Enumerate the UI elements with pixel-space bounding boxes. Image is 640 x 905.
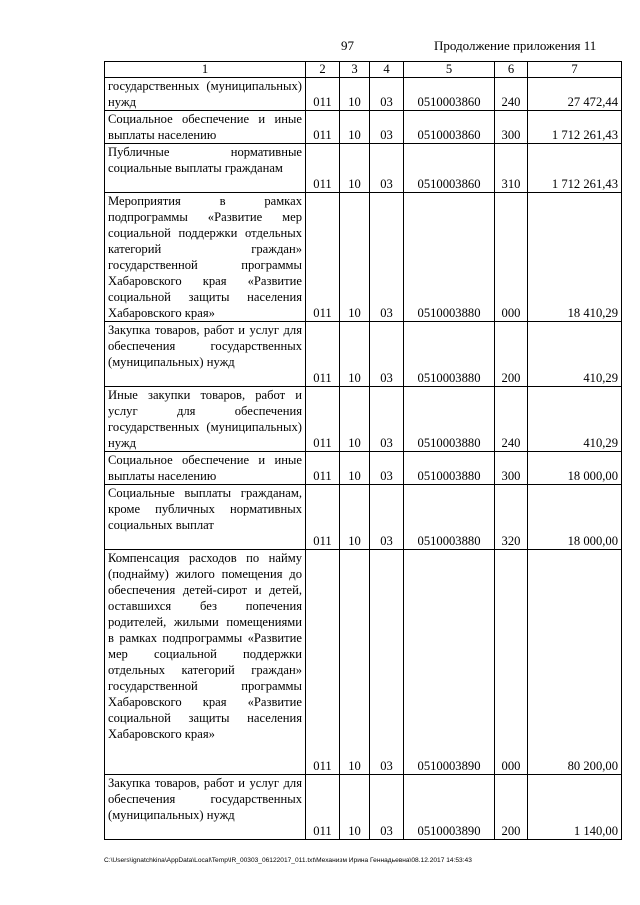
table-row [105, 144, 622, 193]
cell-subsection: 03 [370, 452, 404, 485]
row-name: Закупка товаров, работ и услуг для обеспечения государственных (муниципальных) нужд [105, 322, 306, 387]
cell-section: 10 [340, 452, 370, 485]
cell-target: 0510003880 [404, 387, 495, 452]
cell-type: 240 [495, 387, 528, 452]
cell-code: 011 [306, 322, 340, 387]
cell-subsection: 03 [370, 78, 404, 111]
table-row [105, 78, 622, 111]
cell-amount: 18 000,00 [528, 452, 622, 485]
cell-amount: 1 140,00 [528, 775, 622, 840]
cell-target: 0510003890 [404, 775, 495, 840]
cell-amount: 410,29 [528, 322, 622, 387]
row-name: Публичные нормативные социальные выплаты гражданам [105, 144, 306, 193]
column-header: 2 [306, 62, 340, 78]
cell-section: 10 [340, 775, 370, 840]
column-header: 6 [495, 62, 528, 78]
cell-target: 0510003880 [404, 193, 495, 322]
row-name: Иные закупки товаров, работ и услуг для обеспечения государственных (муниципальных) нужд [105, 387, 306, 452]
table-row [105, 550, 622, 775]
cell-code: 011 [306, 485, 340, 550]
table-row [105, 452, 622, 485]
table-row [105, 775, 622, 840]
cell-subsection: 03 [370, 485, 404, 550]
cell-target: 0510003880 [404, 322, 495, 387]
cell-type: 200 [495, 775, 528, 840]
cell-amount: 80 200,00 [528, 550, 622, 775]
cell-subsection: 03 [370, 775, 404, 840]
cell-target: 0510003860 [404, 78, 495, 111]
cell-type: 310 [495, 144, 528, 193]
cell-code: 011 [306, 550, 340, 775]
row-name: Закупка товаров, работ и услуг для обеспечения государственных (муниципальных) нужд [105, 775, 306, 840]
table-row [105, 485, 622, 550]
column-header-row [105, 62, 622, 78]
cell-type: 300 [495, 111, 528, 144]
cell-code: 011 [306, 387, 340, 452]
cell-target: 0510003860 [404, 144, 495, 193]
cell-section: 10 [340, 193, 370, 322]
cell-subsection: 03 [370, 111, 404, 144]
cell-code: 011 [306, 144, 340, 193]
row-name: государственных (муниципальных) нужд [105, 78, 306, 111]
cell-subsection: 03 [370, 322, 404, 387]
row-name: Социальные выплаты гражданам, кроме публичных нормативных социальных выплат [105, 485, 306, 550]
cell-code: 011 [306, 78, 340, 111]
cell-type: 200 [495, 322, 528, 387]
cell-amount: 410,29 [528, 387, 622, 452]
cell-subsection: 03 [370, 387, 404, 452]
cell-subsection: 03 [370, 144, 404, 193]
table-row [105, 111, 622, 144]
cell-code: 011 [306, 775, 340, 840]
cell-target: 0510003890 [404, 550, 495, 775]
budget-table [104, 61, 622, 840]
row-name: Компенсация расходов по найму (поднайму) жилого помещения до обеспечения детей-сирот и детей, оставшихся без попечения родителей, жилыми помещениями в рамках подпрограммы «Развитие мер социальной поддержки отдельных категорий граждан» государственной программы Хабаровского края «Развитие социальной защиты населения Хабаровского края» [105, 550, 306, 775]
table-row [105, 322, 622, 387]
page-number: 97 [341, 38, 354, 53]
table-row [105, 387, 622, 452]
cell-target: 0510003880 [404, 485, 495, 550]
cell-subsection: 03 [370, 193, 404, 322]
cell-type: 000 [495, 550, 528, 775]
cell-type: 240 [495, 78, 528, 111]
cell-type: 000 [495, 193, 528, 322]
row-name: Социальное обеспечение и иные выплаты населению [105, 452, 306, 485]
cell-section: 10 [340, 387, 370, 452]
cell-code: 011 [306, 193, 340, 322]
cell-code: 011 [306, 452, 340, 485]
cell-amount: 1 712 261,43 [528, 144, 622, 193]
cell-amount: 18 000,00 [528, 485, 622, 550]
row-name: Социальное обеспечение и иные выплаты населению [105, 111, 306, 144]
cell-amount: 18 410,29 [528, 193, 622, 322]
cell-subsection: 03 [370, 550, 404, 775]
cell-target: 0510003880 [404, 452, 495, 485]
cell-section: 10 [340, 322, 370, 387]
cell-code: 011 [306, 111, 340, 144]
column-header: 1 [105, 62, 306, 78]
column-header: 5 [404, 62, 495, 78]
column-header: 3 [340, 62, 370, 78]
cell-target: 0510003860 [404, 111, 495, 144]
cell-section: 10 [340, 550, 370, 775]
column-header: 7 [528, 62, 622, 78]
file-path-footer: C:\Users\ignatchkina\AppData\Local\Temp\IR_00303_06122017_011.txt\Механизм Ирина Геннадьевна\08.12.2017 14:53:43 [104, 857, 472, 864]
cell-section: 10 [340, 111, 370, 144]
cell-amount: 27 472,44 [528, 78, 622, 111]
table-row [105, 193, 622, 322]
cell-section: 10 [340, 78, 370, 111]
cell-type: 300 [495, 452, 528, 485]
row-name: Мероприятия в рамках подпрограммы «Развитие мер социальной поддержки отдельных категорий граждан» государственной программы Хабаровского края «Развитие социальной защиты населения Хабаровского края» [105, 193, 306, 322]
cell-section: 10 [340, 485, 370, 550]
cell-amount: 1 712 261,43 [528, 111, 622, 144]
column-header: 4 [370, 62, 404, 78]
appendix-title: Продолжение приложения 11 [434, 38, 597, 53]
cell-section: 10 [340, 144, 370, 193]
cell-type: 320 [495, 485, 528, 550]
